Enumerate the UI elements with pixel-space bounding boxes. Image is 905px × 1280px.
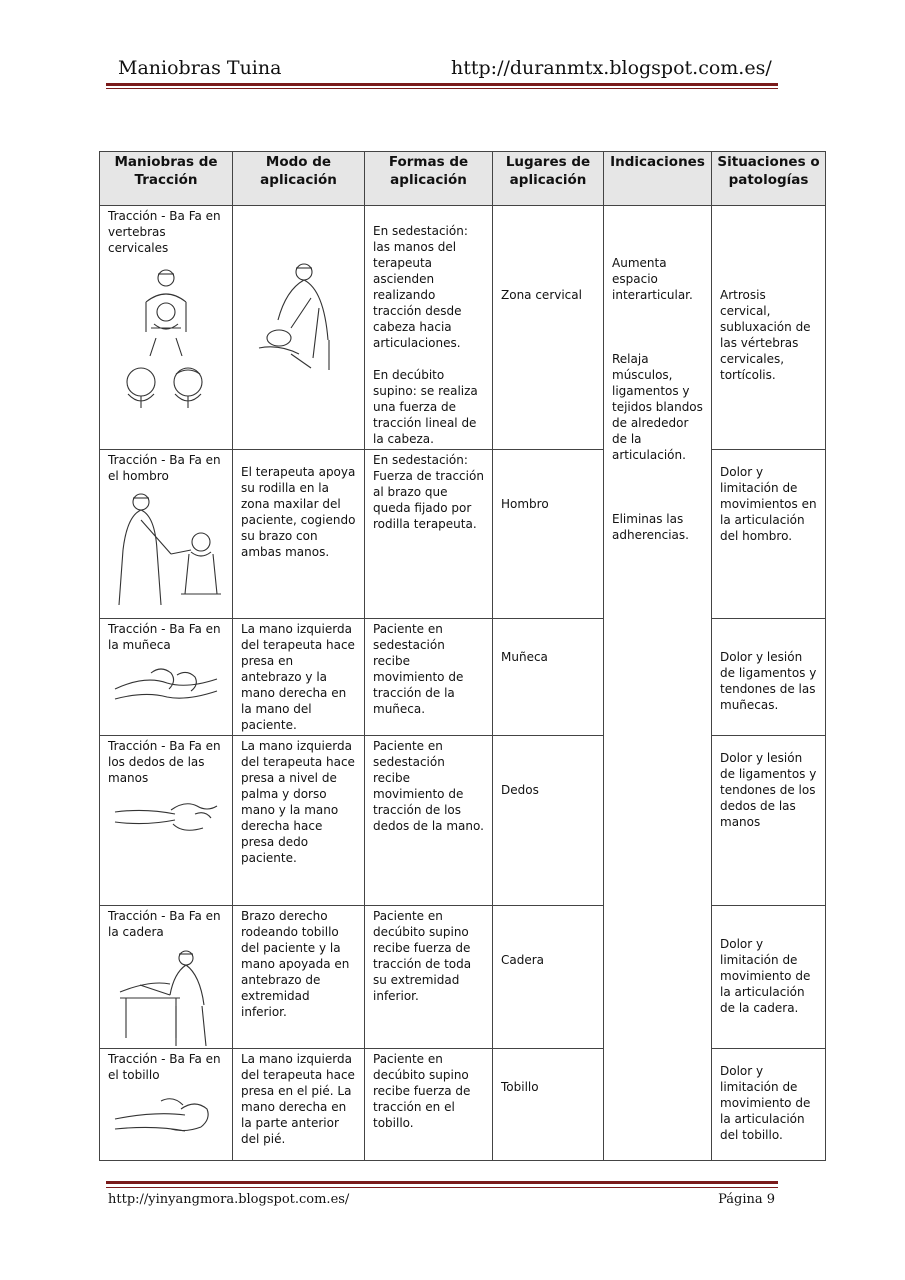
cervical-supine-illustration xyxy=(249,258,349,378)
header-rule xyxy=(106,83,778,86)
mode-cell: La mano izquierda del terapeuta hace presa a nivel de palma y dorso mano y la mano derecha hace presa dedo paciente. xyxy=(233,736,365,906)
maneuver-cell xyxy=(100,736,233,906)
pathology-cell: Dolor y limitación de movimiento de la articulación del tobillo. xyxy=(712,1049,826,1161)
fingers-illustration xyxy=(111,792,221,852)
header-rule-thin xyxy=(106,88,778,89)
indication-text: Eliminas las adherencias. xyxy=(612,512,689,542)
maneuver-name: Tracción - Ba Fa en los dedos de las manos xyxy=(108,739,221,785)
forms-cell: Paciente en decúbito supino recibe fuerza de tracción de toda su extremidad inferior. xyxy=(365,906,493,1049)
col-header: Lugares de aplicación xyxy=(493,152,604,206)
ankle-illustration xyxy=(111,1089,221,1139)
mode-cell: Brazo derecho rodeando tobillo del paciente y la mano apoyada en antebrazo de extremidad inferior. xyxy=(233,906,365,1049)
col-header: Formas de aplicación xyxy=(365,152,493,206)
col-header: Modo de aplicación xyxy=(233,152,365,206)
hip-illustration xyxy=(116,946,216,1046)
place-cell: Muñeca xyxy=(493,619,604,736)
form-text: En decúbito supino: se realiza una fuerza de tracción lineal de la cabeza. xyxy=(373,368,478,446)
maneuver-name: Tracción - Ba Fa en la cadera xyxy=(108,909,221,939)
table-row xyxy=(100,1049,826,1161)
page-number: Página 9 xyxy=(718,1192,775,1207)
header-title: Maniobras Tuina xyxy=(118,57,282,79)
mode-cell: El terapeuta apoya su rodilla en la zona maxilar del paciente, cogiendo su brazo con ambas manos. xyxy=(233,450,365,619)
table-row xyxy=(100,619,826,736)
maneuver-name: Tracción - Ba Fa en el tobillo xyxy=(108,1052,221,1082)
mode-cell xyxy=(233,206,365,450)
footer-rule-thin xyxy=(106,1187,778,1188)
pathology-cell: Dolor y limitación de movimiento de la articulación de la cadera. xyxy=(712,906,826,1049)
maneuver-cell xyxy=(100,619,233,736)
indications-cell xyxy=(604,206,712,1161)
maneuver-name: Tracción - Ba Fa en el hombro xyxy=(108,453,221,483)
forms-cell: Paciente en sedestación recibe movimiento de tracción de la muñeca. xyxy=(365,619,493,736)
cervical-seated-illustration xyxy=(116,262,216,412)
forms-cell xyxy=(365,206,493,450)
place-cell: Zona cervical xyxy=(493,206,604,450)
pathology-cell: Dolor y lesión de ligamentos y tendones de los dedos de las manos xyxy=(712,736,826,906)
forms-cell: Paciente en decúbito supino recibe fuerza de tracción en el tobillo. xyxy=(365,1049,493,1161)
pathology-cell: Artrosis cervical, subluxación de las vértebras cervicales, tortícolis. xyxy=(712,206,826,450)
col-header: Maniobras de Tracción xyxy=(100,152,233,206)
maneuver-cell xyxy=(100,206,233,450)
place-cell: Dedos xyxy=(493,736,604,906)
pathology-cell: Dolor y lesión de ligamentos y tendones de las muñecas. xyxy=(712,619,826,736)
table-row xyxy=(100,450,826,619)
form-text: En sedestación: las manos del terapeuta ascienden realizando tracción desde cabeza hacia articulaciones. xyxy=(373,224,468,350)
forms-cell: Paciente en sedestación recibe movimiento de tracción de los dedos de la mano. xyxy=(365,736,493,906)
maneuver-cell xyxy=(100,906,233,1049)
table-row xyxy=(100,736,826,906)
traction-table xyxy=(99,151,826,1161)
indication-text: Relaja músculos, ligamentos y tejidos blandos de alrededor de la articulación. xyxy=(612,352,703,462)
place-cell: Cadera xyxy=(493,906,604,1049)
footer-url[interactable]: http://yinyangmora.blogspot.com.es/ xyxy=(108,1192,350,1207)
table-row xyxy=(100,206,826,450)
col-header: Situaciones o patologías xyxy=(712,152,826,206)
maneuver-name: Tracción - Ba Fa en vertebras cervicales xyxy=(108,209,221,255)
maneuver-name: Tracción - Ba Fa en la muñeca xyxy=(108,622,221,652)
maneuver-cell xyxy=(100,1049,233,1161)
header-url[interactable]: http://duranmtx.blogspot.com.es/ xyxy=(451,57,772,79)
place-cell: Tobillo xyxy=(493,1049,604,1161)
table-header-row xyxy=(100,152,826,206)
forms-cell: En sedestación: Fuerza de tracción al brazo que queda fijado por rodilla terapeuta. xyxy=(365,450,493,619)
indication-text: Aumenta espacio interarticular. xyxy=(612,256,693,302)
footer-rule xyxy=(106,1181,778,1184)
shoulder-illustration xyxy=(111,490,221,615)
mode-cell: La mano izquierda del terapeuta hace presa en antebrazo y la mano derecha en la mano del paciente. xyxy=(233,619,365,736)
place-cell: Hombro xyxy=(493,450,604,619)
wrist-illustration xyxy=(111,659,221,709)
col-header: Indicaciones xyxy=(604,152,712,206)
mode-cell: La mano izquierda del terapeuta hace presa en el pié. La mano derecha en la parte anterior del pié. xyxy=(233,1049,365,1161)
pathology-cell: Dolor y limitación de movimientos en la articulación del hombro. xyxy=(712,450,826,619)
maneuver-cell xyxy=(100,450,233,619)
table-row xyxy=(100,906,826,1049)
